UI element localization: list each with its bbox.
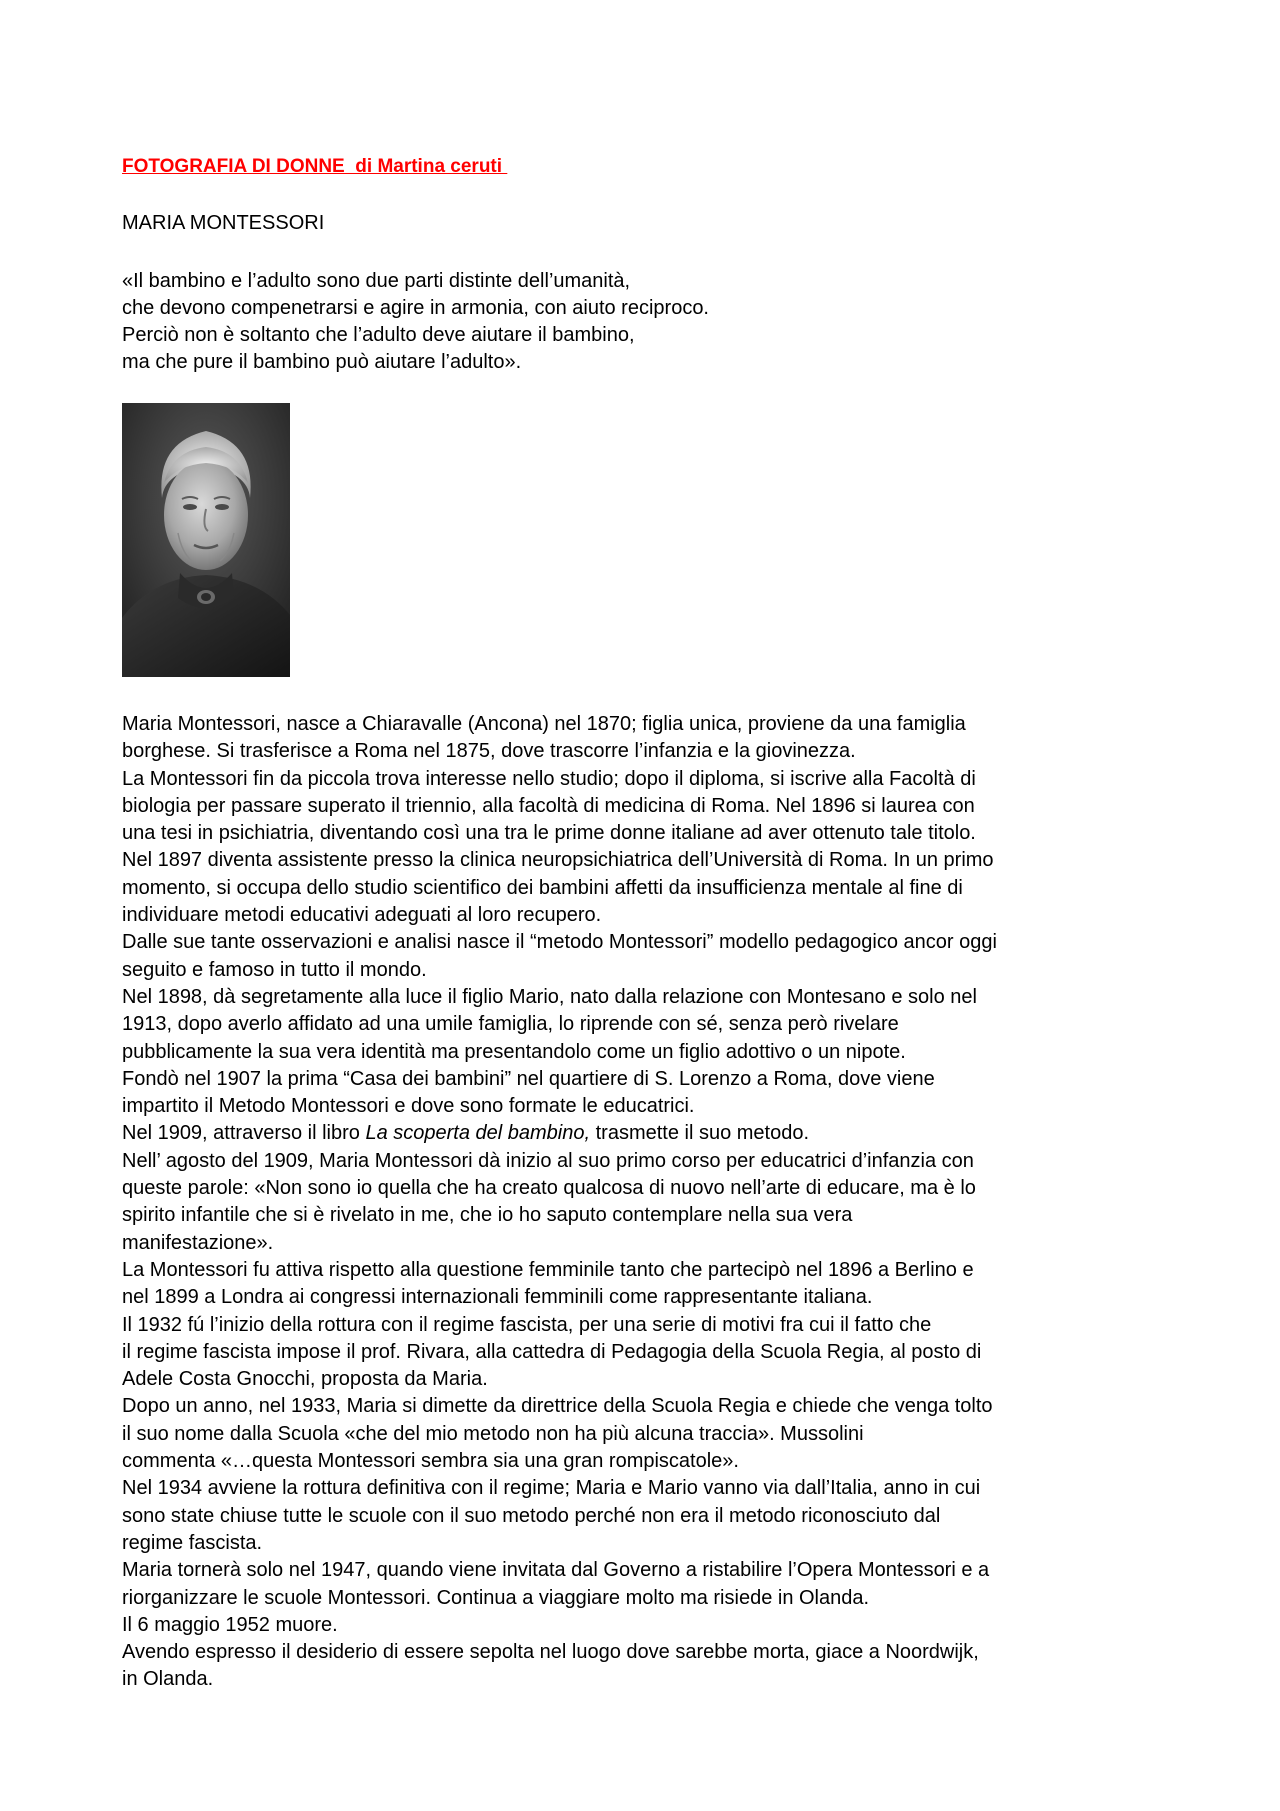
biography-line: Nel 1897 diventa assistente presso la clinica neuropsichiatrica dell’Università di Roma. In un primo	[122, 849, 994, 872]
quote-line: Perciò non è soltanto che l’adulto deve aiutare il bambino,	[122, 324, 635, 346]
biography-line: il suo nome dalla Scuola «che del mio metodo non ha più alcuna traccia». Mussolini	[122, 1422, 864, 1445]
book-line-text: Nel 1909, attraverso il libro	[122, 1122, 366, 1145]
quote-line: che devono compenetrarsi e agire in armonia, con aiuto reciproco.	[122, 297, 709, 319]
biography-line: pubblicamente la sua vera identità ma presentandolo come un figlio adottivo o un nipote.	[122, 1040, 906, 1063]
biography-line: impartito il Metodo Montessori e dove sono formate le educatrici.	[122, 1095, 695, 1118]
biography-line: il regime fascista impose il prof. Rivara, alla cattedra di Pedagogia della Scuola Regia, al posto di	[122, 1340, 982, 1363]
biography-line: borghese. Si trasferisce a Roma nel 1875, dove trascorre l’infanzia e la giovinezza.	[122, 740, 856, 763]
biography-line: queste parole: «Non sono io quella che ha creato qualcosa di nuovo nell’arte di educare, ma è lo	[122, 1177, 976, 1200]
biography-line: Avendo espresso il desiderio di essere sepolta nel luogo dove sarebbe morta, giace a Noordwijk,	[122, 1641, 979, 1664]
biography-line: Fondò nel 1907 la prima “Casa dei bambini” nel quartiere di S. Lorenzo a Roma, dove viene	[122, 1067, 935, 1090]
biography-line: commenta «…questa Montessori sembra sia una gran rompiscatole».	[122, 1450, 739, 1473]
biography-line: regime fascista.	[122, 1531, 263, 1554]
biography-line: Dopo un anno, nel 1933, Maria si dimette da direttrice della Scuola Regia e chiede che venga tolto	[122, 1395, 993, 1418]
subject-heading: MARIA MONTESSORI	[122, 212, 325, 234]
biography-line: Nell’ agosto del 1909, Maria Montessori dà inizio al suo primo corso per educatrici d’infanzia con	[122, 1149, 974, 1172]
biography-line: nel 1899 a Londra ai congressi internazionali femminili come rappresentante italiana.	[122, 1286, 873, 1309]
biography-line: sono state chiuse tutte le scuole con il suo metodo perché non era il metodo riconosciuto dal	[122, 1504, 941, 1527]
biography-line: Il 6 maggio 1952 muore.	[122, 1613, 338, 1636]
book-title: La scoperta del bambino,	[365, 1122, 591, 1145]
biography-line: riorganizzare le scuole Montessori. Continua a viaggiare molto ma risiede in Olanda.	[122, 1586, 870, 1609]
biography-line: manifestazione».	[122, 1231, 274, 1254]
quote-line: ma che pure il bambino può aiutare l’adulto».	[122, 351, 522, 373]
biography-line: individuare metodi educativi adeguati al loro recupero.	[122, 904, 602, 927]
biography-line: una tesi in psichiatria, diventando così una tra le prime donne italiane ad aver ottenuto tale titolo.	[122, 822, 976, 845]
biography-line: Nel 1934 avviene la rottura definitiva con il regime; Maria e Mario vanno via dall’Italia, anno in cui	[122, 1477, 981, 1500]
biography-text	[122, 711, 1172, 1694]
quote-line: «Il bambino e l’adulto sono due parti distinte dell’umanità,	[122, 270, 631, 292]
biography-line	[122, 1120, 1172, 1147]
portrait-photo	[122, 403, 290, 677]
biography-line: seguito e famoso in tutto il mondo.	[122, 958, 427, 981]
biography-line: in Olanda.	[122, 1668, 214, 1691]
biography-line: La Montessori fin da piccola trova interesse nello studio; dopo il diploma, si iscrive alla Facoltà di	[122, 767, 976, 790]
biography-line: Il 1932 fú l’inizio della rottura con il regime fascista, per una serie di motivi fra cui il fatto che	[122, 1313, 932, 1336]
biography-line: spirito infantile che si è rivelato in me, che io ho saputo contemplare nella sua vera	[122, 1204, 853, 1227]
biography-line: Maria Montessori, nasce a Chiaravalle (Ancona) nel 1870; figlia unica, proviene da una famiglia	[122, 713, 966, 735]
biography-line: Dalle sue tante osservazioni e analisi nasce il “metodo Montessori” modello pedagogico ancor oggi	[122, 931, 997, 954]
quote-block	[122, 268, 709, 376]
biography-line: Adele Costa Gnocchi, proposta da Maria.	[122, 1368, 488, 1391]
biography-line: Maria tornerà solo nel 1947, quando viene invitata dal Governo a ristabilire l’Opera Montessori e a	[122, 1559, 990, 1582]
document-title: FOTOGRAFIA DI DONNE di Martina ceruti	[122, 156, 508, 177]
book-line-text: trasmette il suo metodo.	[590, 1122, 810, 1145]
biography-line: 1913, dopo averlo affidato ad una umile famiglia, lo riprende con sé, senza però rivelare	[122, 1013, 899, 1036]
biography-line: momento, si occupa dello studio scientifico dei bambini affetti da insufficienza mentale al fine di	[122, 876, 963, 899]
biography-line: biologia per passare superato il triennio, alla facoltà di medicina di Roma. Nel 1896 si laurea con	[122, 794, 975, 817]
biography-line: Nel 1898, dà segretamente alla luce il figlio Mario, nato dalla relazione con Montesano e solo nel	[122, 985, 977, 1008]
biography-line: La Montessori fu attiva rispetto alla questione femminile tanto che partecipò nel 1896 a Berlino e	[122, 1258, 974, 1281]
